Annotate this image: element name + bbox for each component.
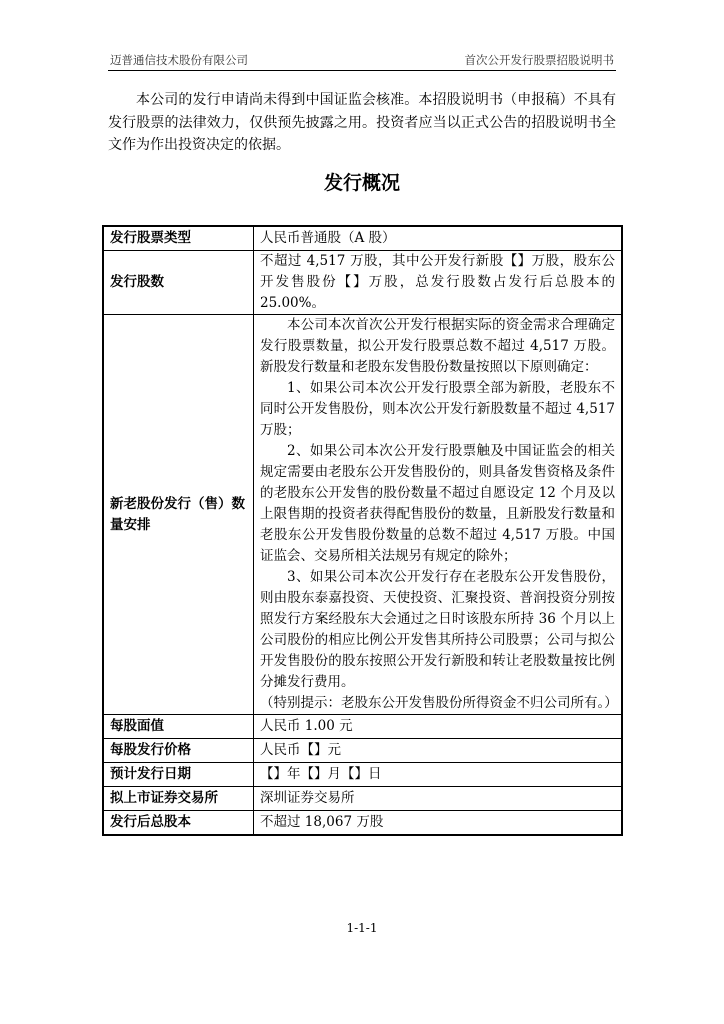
row-label-share-count: 发行股数 — [103, 251, 254, 315]
row-label-share-type: 发行股票类型 — [103, 226, 254, 251]
table-row — [103, 811, 622, 836]
page-number: 1-1-1 — [346, 921, 378, 935]
page-header — [108, 50, 616, 71]
disclaimer-notice — [108, 89, 616, 157]
header-company-name: 迈普通信技术股份有限公司 — [110, 53, 248, 67]
row-label-allocation: 新老股份发行（售）数量安排 — [103, 315, 254, 715]
row-label-total-shares: 发行后总股本 — [103, 811, 254, 836]
table-row — [103, 787, 622, 811]
row-label-par-value: 每股面值 — [103, 715, 254, 739]
table-row — [103, 763, 622, 787]
table-row — [103, 315, 622, 715]
allocation-paragraph: 2、如果公司本次公开发行股票触及中国证监会的相关规定需要由老股东公开发售股份的，则具备发售资格及条件的老股东公开发售的股份数量不超过自愿设定 12 个月及以上限售期的投资者获得配售股份的数量，且新股发行数量和老股东公开发售股份数量的总数不超过 4,517 万股。中国证监会、交易所相关法规另有规定的除外； — [260, 443, 615, 564]
row-value-par-value: 人民币 1.00 元 — [254, 715, 623, 739]
header-document-title: 首次公开发行股票招股说明书 — [464, 53, 614, 67]
row-label-issue-price: 每股发行价格 — [103, 739, 254, 763]
allocation-paragraph: 3、如果公司本次公开发行存在老股东公开发售股份，则由股东泰嘉投资、天使投资、汇聚投资、普润投资分别按照发行方案经股东大会通过之日时该股东所持 36 个月以上公司股份的相应比例公开发售其所持公司股票；公司与拟公开发售股份的股东按照公开发行新股和转让老股数量按比例分摊发行费用。 — [260, 569, 615, 690]
row-value-share-count: 不超过 4,517 万股，其中公开发行新股【】万股，股东公开发售股份【】万股，总发行股数占发行后总股本的 25.00%。 — [254, 251, 623, 315]
row-value-share-type: 人民币普通股（A 股） — [254, 226, 623, 251]
row-label-issue-date: 预计发行日期 — [103, 763, 254, 787]
allocation-paragraph: 1、如果公司本次公开发行股票全部为新股，老股东不同时公开发售股份，则本次公开发行新股数量不超过 4,517 万股； — [260, 380, 615, 438]
row-label-exchange: 拟上市证券交易所 — [103, 787, 254, 811]
disclaimer-text: 本公司的发行申请尚未得到中国证监会核准。本招股说明书（申报稿）不具有发行股票的法律效力，仅供预先披露之用。投资者应当以正式公告的招股说明书全文作为作出投资决定的依据。 — [108, 92, 616, 153]
table-row — [103, 251, 622, 315]
row-value-issue-date: 【】年【】月【】日 — [254, 763, 623, 787]
table-row — [103, 739, 622, 763]
row-value-allocation — [254, 315, 623, 715]
section-title: 发行概况 — [323, 172, 400, 194]
row-value-exchange: 深圳证券交易所 — [254, 787, 623, 811]
row-value-total-shares: 不超过 18,067 万股 — [254, 811, 623, 836]
table-row — [103, 226, 622, 251]
table-row — [103, 715, 622, 739]
allocation-paragraph: 本公司本次首次公开发行根据实际的资金需求合理确定发行股票数量，拟公开发行股票总数不超过 4,517 万股。新股发行数量和老股东发售股份数量按照以下原则确定： — [260, 317, 615, 375]
row-value-issue-price: 人民币【】元 — [254, 739, 623, 763]
allocation-note: （特别提示：老股东公开发售股份所得资金不归公司所有。） — [260, 695, 618, 711]
offering-overview-table — [102, 225, 623, 836]
